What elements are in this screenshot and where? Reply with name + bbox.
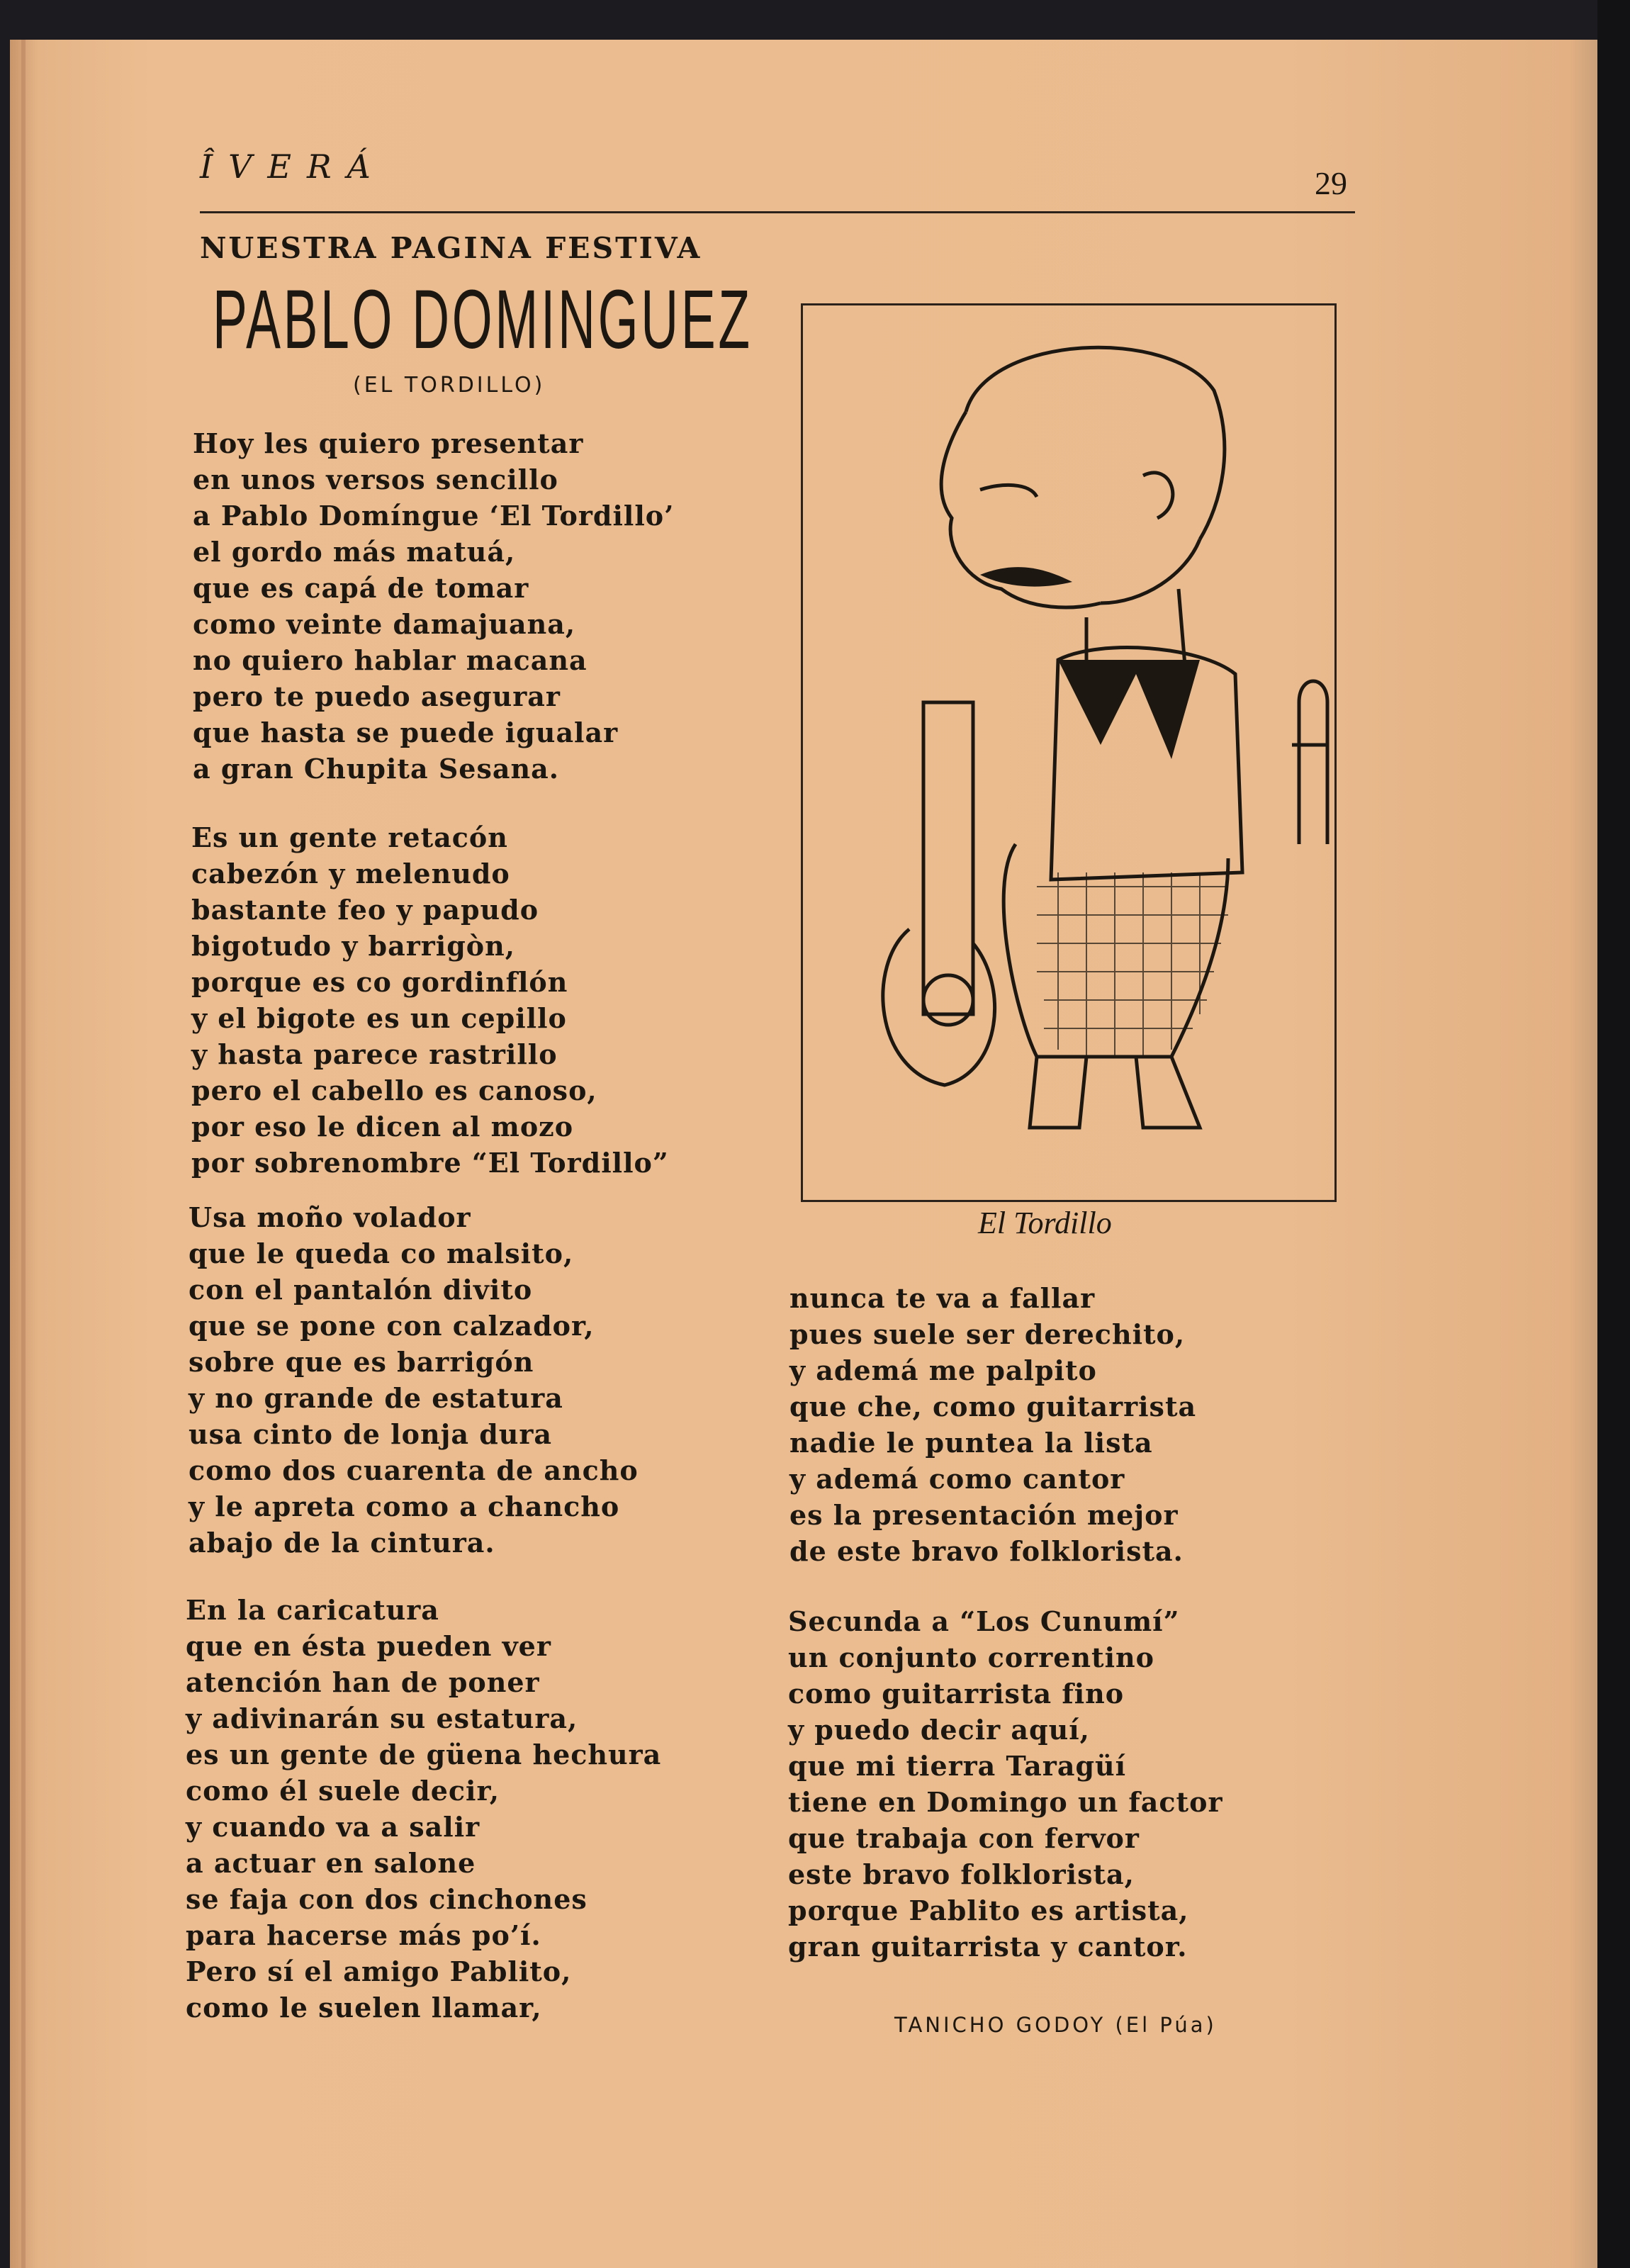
page-fold xyxy=(21,40,26,2268)
stanza-3: Usa moño volador que le queda co malsito, con el pantalón divito que se pone con calzador, sobre que es barrigón y no grande de estatura usa cinto de lonja dura como dos cuarenta de ancho y le apreta como a chancho abajo de la cintura. xyxy=(189,1201,639,1559)
stanza-6: Secunda a “Los Cunumí” un conjunto correntino como guitarrista fino y puedo decir aquí, que mi tierra Taragüí tiene en Domingo un factor que trabaja con fervor este bravo folklorista, porque Pablito es artista, gran guitarrista y cantor. xyxy=(788,1605,1223,1963)
illustration-caption: El Tordillo xyxy=(978,1206,1112,1240)
magazine-name: ÎVERÁ xyxy=(200,147,386,186)
stanza-5: nunca te va a fallar pues suele ser derechito, y ademá me palpito que che, como guitarrista nadie le puntea la lista y ademá como cantor es la presentación mejor de este bravo folklorista. xyxy=(789,1282,1197,1567)
caricature-frame xyxy=(801,303,1337,1202)
stanza-2: Es un gente retacón cabezón y melenudo bastante feo y papudo bigotudo y barrigòn, porque es co gordinflón y el bigote es un cepillo y hasta parece rastrillo pero el cabello es canoso, por eso le dicen al mozo por sobrenombre “El Tordillo” xyxy=(191,821,669,1179)
stanza-1: Hoy les quiero presentar en unos versos sencillo a Pablo Domíngue ‘El Tordillo’ el gordo más matuá, que es capá de tomar como veinte damajuana, no quiero hablar macana pero te puedo asegurar que hasta se puede igualar a gran Chupita Sesana. xyxy=(193,427,675,785)
page-number: 29 xyxy=(1315,165,1347,201)
article-subtitle: (EL TORDILLO) xyxy=(353,373,546,398)
author-signature: TANICHO GODOY (El Púa) xyxy=(894,2013,1217,2037)
scan-edge xyxy=(1597,0,1630,2268)
caricature-illustration xyxy=(803,305,1334,1200)
stanza-4: En la caricatura que en ésta pueden ver atención han de poner y adivinarán su estatura, es un gente de güena hechura como él suele decir, y cuando va a salir a actuar en salone se faja con dos cinchones para hacerse más po’í. Pero sí el amigo Pablito, como le suelen llamar, xyxy=(186,1594,662,2023)
header-rule xyxy=(200,211,1355,213)
article-title: PABLO DOMINGUEZ xyxy=(213,273,753,366)
section-heading: NUESTRA PAGINA FESTIVA xyxy=(200,231,702,265)
